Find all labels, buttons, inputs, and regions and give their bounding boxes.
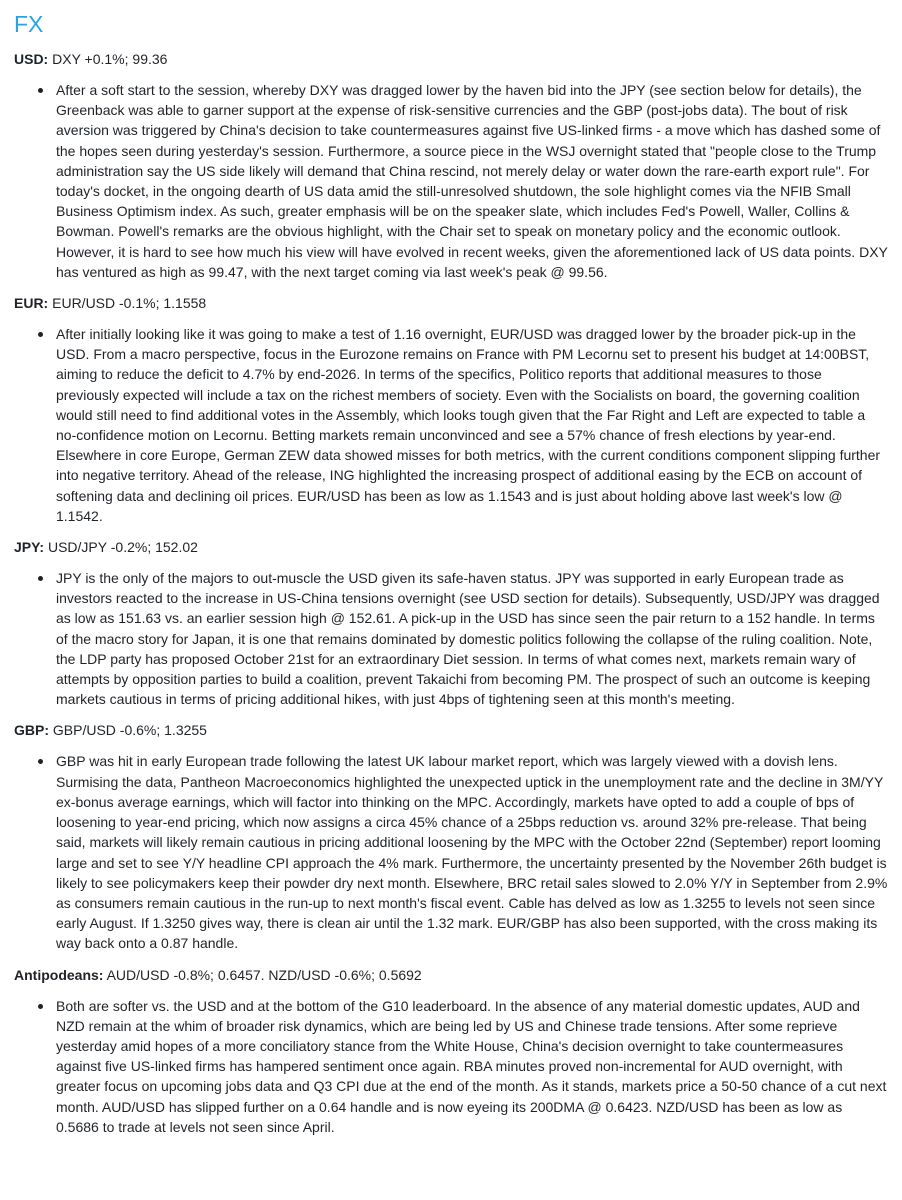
currency-label: USD: [14, 51, 49, 67]
bullet-list [14, 324, 888, 526]
list-item: Both are softer vs. the USD and at the bottom of the G10 leaderboard. In the absence of any material domestic updates, AUD and NZD remain at the whim of broader risk dynamics, which are being led by US and Chinese trade tensions. After some reprieve yesterday amid hopes of a more conciliatory stance from the White House, China's decision overnight to take countermeasures against five US-linked firms has hampered sentiment once again. RBA minutes proved non-incremental for AUD overnight, with greater focus on upcoming jobs data and Q3 CPI due at the end of the month. As it stands, markets price a 50-50 chance of a cut next month. AUD/USD has slipped further on a 0.64 handle and is now eyeing its 200DMA @ 0.6423. NZD/USD has been as low as 0.5686 to trade at levels not seen since April. [56, 996, 888, 1137]
currency-label: JPY: [14, 539, 45, 556]
section-header [14, 50, 888, 68]
bullet-list [14, 568, 888, 709]
bullet-list [14, 80, 888, 282]
section-header [14, 538, 888, 556]
list-item: GBP was hit in early European trade following the latest UK labour market report, which was largely viewed with a dovish lens. Surmising the data, Pantheon Macroeconomics highlighted the unexpected uptick in the unemployment rate and the decline in 3M/YY ex-bonus average earnings, which will factor into thinking on the MPC. Accordingly, markets have opted to add a couple of bps of loosening to year-end pricing, which now assigns a circa 45% chance of a 25bps reduction vs. around 32% pre-release. That being said, markets will likely remain cautious in pricing additional loosening by the MPC with the October 22nd (September) report looming large and set to see Y/Y headline CPI approach the 4% mark. Furthermore, the uncertainty presented by the November 26th budget is likely to see policymakers keep their powder dry next month. Elsewhere, BRC retail sales slowed to 2.0% Y/Y in September from 2.9% as consumers remain cautious in the run-up to next month's fiscal event. Cable has delved as low as 1.3255 to levels not seen since early August. If 1.3250 gives way, there is clean air until the 1.32 mark. EUR/GBP has also been supported, with the cross making its way back onto a 0.87 handle. [56, 751, 888, 953]
list-item: After a soft start to the session, whereby DXY was dragged lower by the haven bid into the JPY (see section below for details), the Greenback was able to garner support at the expense of risk-sensitive currencies and the GBP (post-jobs data). The bout of risk aversion was triggered by China's decision to take countermeasures against five US-linked firms - a move which has dashed some of the hopes seen during yesterday's session. Furthermore, a source piece in the WSJ overnight stated that "people close to the Trump administration say the US side likely will demand that China rescind, not merely delay or water down the rare-earth export rule". For today's docket, in the ongoing dearth of US data amid the still-unresolved shutdown, the sole highlight comes via the NFIB Small Business Optimism index. As such, greater emphasis will be on the speaker slate, which includes Fed's Powell, Waller, Collins & Bowman. Powell's remarks are the obvious highlight, with the Chair set to speak on monetary policy and the economic outlook. However, it is hard to see how much his view will have evolved in recent weeks, given the aforementioned lack of US data points. DXY has ventured as high as 99.47, with the next target coming via last week's peak @ 99.56. [56, 80, 888, 282]
bullet-list [14, 996, 888, 1137]
currency-headline: GBP/USD -0.6%; 1.3255 [52, 722, 207, 739]
section-jpy [14, 538, 888, 709]
currency-label: Antipodeans: [14, 966, 104, 983]
list-item: After initially looking like it was going to make a test of 1.16 overnight, EUR/USD was dragged lower by the broader pick-up in the USD. From a macro perspective, focus in the Eurozone remains on France with PM Lecornu set to present his budget at 14:00BST, aiming to reduce the deficit to 4.7% by end-2026. In terms of the specifics, Politico reports that additional measures to those previously expected will include a tax on the richest members of society. Even with the Socialists on board, the governing coalition would still need to find additional votes in the Assembly, which looks tough given that the Far Right and Left are expected to table a no-confidence motion on Lecornu. Betting markets remain unconvinced and see a 57% chance of fresh elections by year-end. Elsewhere in core Europe, German ZEW data showed misses for both metrics, with the current conditions component slipping further into negative territory. Ahead of the release, ING highlighted the increasing prospect of additional easing by the ECB on account of softening data and declining oil prices. EUR/USD has been as low as 1.1543 and is just about holding above last week's low @ 1.1542. [56, 324, 888, 526]
list-item: JPY is the only of the majors to out-muscle the USD given its safe-haven status. JPY was supported in early European trade as investors reacted to the increase in US-China tensions overnight (see USD section for details). Subsequently, USD/JPY was dragged as low as 151.63 vs. an earlier session high @ 152.61. A pick-up in the USD has since seen the pair return to a 152 handle. In terms of the macro story for Japan, it is one that remains dominated by domestic politics following the collapse of the ruling coalition. Note, the LDP party has proposed October 21st for an extraordinary Diet session. In terms of what comes next, markets remain wary of attempts by opposition parties to build a coalition, prevent Takaichi from becoming PM. The prospect of such an outcome is keeping markets cautious in terms of pricing additional hikes, with just 4bps of tightening seen at this month's meeting. [56, 568, 888, 709]
section-antipodeans [14, 966, 888, 1137]
currency-headline: DXY +0.1%; 99.36 [52, 51, 168, 67]
section-header [14, 721, 888, 739]
currency-label: GBP: [14, 722, 49, 739]
page-title: FX [14, 11, 44, 37]
section-header [14, 966, 888, 984]
currency-headline: USD/JPY -0.2%; 152.02 [47, 539, 198, 556]
section-gbp [14, 721, 888, 953]
section-header [14, 294, 888, 312]
currency-label: EUR: [14, 295, 49, 312]
currency-headline: AUD/USD -0.8%; 0.6457. NZD/USD -0.6%; 0.5692 [106, 966, 422, 983]
section-eur [14, 294, 888, 526]
section-usd [14, 50, 888, 282]
bullet-list [14, 751, 888, 953]
currency-headline: EUR/USD -0.1%; 1.1558 [52, 295, 207, 312]
